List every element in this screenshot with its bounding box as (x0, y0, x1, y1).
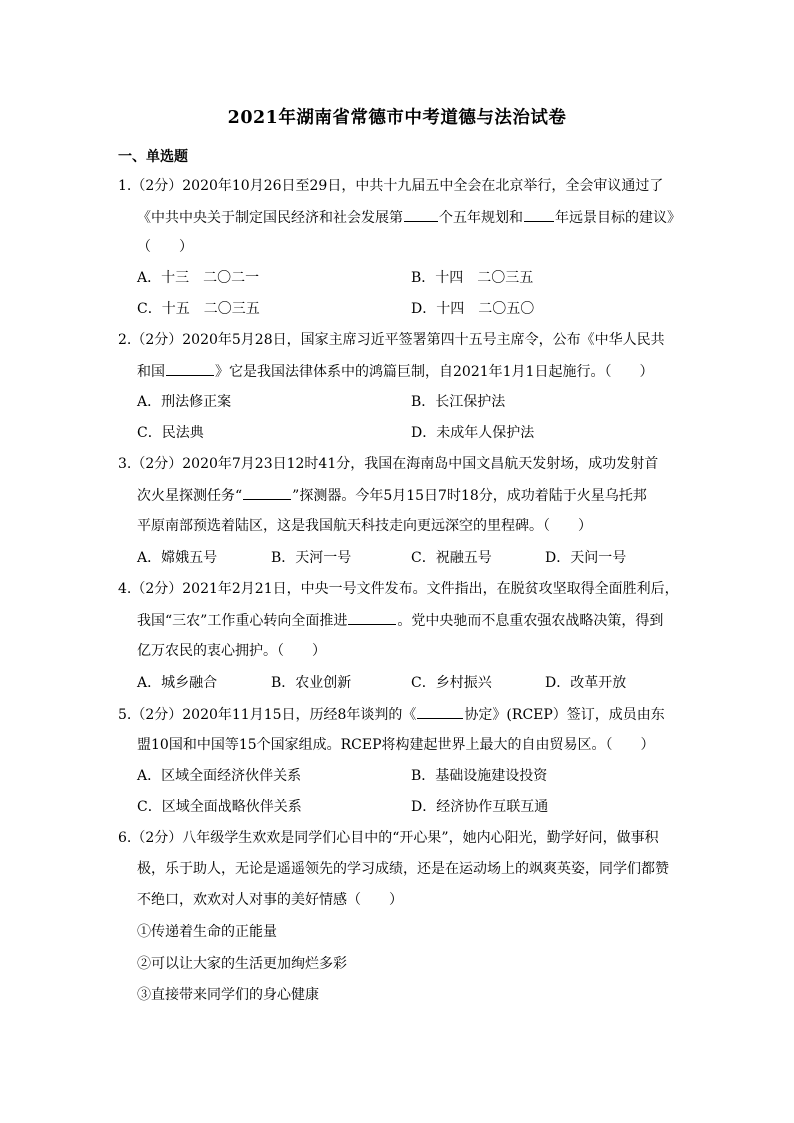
q1-option-a[interactable]: A．十三 二〇二一 (137, 270, 260, 286)
q5-line-1 (118, 704, 665, 725)
q2-option-c[interactable]: C．民法典 (137, 425, 204, 441)
q3-option-a[interactable]: A．嫦娥五号 (137, 550, 218, 566)
q1-blank-2 (524, 207, 554, 222)
q4-line-2-part-b: 。党中央驰而不息重农强农战略决策，得到 (397, 613, 664, 629)
q4-line-2-part-a: 我国“三农”工作重心转向全面推进 (137, 613, 348, 629)
q4-blank (348, 610, 396, 625)
q4-line-3: 亿万农民的衷心拥护。（ ） (137, 643, 326, 659)
q1-option-b[interactable]: B．十四 二〇三五 (411, 270, 534, 286)
q3-blank (243, 485, 291, 500)
q1-line-2 (137, 207, 681, 228)
q4-option-b[interactable]: B．农业创新 (271, 675, 352, 691)
q3-option-b[interactable]: B．天河一号 (271, 550, 352, 566)
q1-blank-1 (404, 207, 438, 222)
q3-line-2-part-b: ”探测器。今年5月15日7时18分，成功着陆于火星乌托邦 (292, 488, 647, 504)
q5-option-a[interactable]: A．区域全面经济伙伴关系 (137, 768, 302, 784)
q5-line-2: 盟10国和中国等15个国家组成。RCEP将构建起世界上最大的自由贸易区。（ ） (137, 737, 655, 753)
q2-line-2-part-a: 和国 (137, 364, 165, 380)
q4-option-d[interactable]: D．改革开放 (545, 675, 627, 691)
q2-option-d[interactable]: D．未成年人保护法 (411, 425, 535, 441)
q2-option-b[interactable]: B．长江保护法 (411, 394, 506, 410)
q3-option-c[interactable]: C．祝融五号 (411, 550, 492, 566)
q1-line-2-part-c: 年远景目标的建议》 (555, 210, 681, 226)
q4-option-a[interactable]: A．城乡融合 (137, 675, 218, 691)
q6-statement-3: ③直接带来同学们的身心健康 (137, 987, 319, 1003)
q1-line-3: （ ） (137, 239, 193, 255)
q4-line-2 (137, 610, 663, 631)
q5-line-1-part-a: 5.（2分）2020年11月15日，历经8年谈判的《 (118, 707, 417, 723)
q6-line-2: 极，乐于助人，无论是遥遥领先的学习成绩，还是在运动场上的飒爽英姿，同学们都赞 (137, 861, 669, 877)
q5-option-d[interactable]: D．经济协作互联互通 (411, 799, 549, 815)
q6-line-1: 6.（2分）八年级学生欢欢是同学们心目中的“开心果”，她内心阳光，勤学好问，做事积 (118, 830, 659, 846)
q1-line-1: 1.（2分）2020年10月26日至29日，中共十九届五中全会在北京举行，全会审议通过了 (118, 178, 664, 194)
q2-option-a[interactable]: A．刑法修正案 (137, 394, 232, 410)
section-heading: 一、单选题 (118, 149, 188, 165)
q2-line-2-part-b: 》它是我国法律体系中的鸿篇巨制，自2021年1月1日起施行。（ ） (215, 364, 654, 380)
q3-option-d[interactable]: D．天问一号 (545, 550, 627, 566)
q5-option-b[interactable]: B．基础设施建设投资 (411, 768, 548, 784)
q5-option-c[interactable]: C．区域全面战略伙伴关系 (137, 799, 302, 815)
q4-line-1: 4.（2分）2021年2月21日，中央一号文件发布。文件指出，在脱贫攻坚取得全面胜利后， (118, 581, 679, 597)
q2-blank (166, 361, 214, 376)
q3-line-3: 平原南部预选着陆区，这是我国航天科技走向更远深空的里程碑。（ ） (137, 518, 592, 534)
q2-line-1: 2.（2分）2020年5月28日，国家主席习近平签署第四十五号主席令，公布《中华人民共 (118, 332, 665, 348)
q3-line-1: 3.（2分）2020年7月23日12时41分，我国在海南岛中国文昌航天发射场，成功发射首 (118, 456, 659, 472)
q1-option-c[interactable]: C．十五 二〇三五 (137, 301, 260, 317)
q5-blank (417, 704, 463, 719)
q3-line-2-part-a: 次火星探测任务“ (137, 488, 243, 504)
q1-line-2-part-b: 个五年规划和 (439, 210, 523, 226)
q2-line-2 (137, 361, 653, 382)
q1-line-2-part-a: 《中共中央关于制定国民经济和社会发展第 (137, 210, 403, 226)
q5-line-1-part-b: 协定》(RCEP）签订，成员由东 (464, 707, 665, 723)
q6-line-3: 不绝口，欢欢对人对事的美好情感（ ） (137, 892, 403, 908)
page-title: 2021年湖南省常德市中考道德与法治试卷 (227, 108, 567, 128)
q6-statement-2: ②可以让大家的生活更加绚烂多彩 (137, 956, 347, 972)
q4-option-c[interactable]: C．乡村振兴 (411, 675, 492, 691)
q1-option-d[interactable]: D．十四 二〇五〇 (411, 301, 535, 317)
q6-statement-1: ①传递着生命的正能量 (137, 924, 277, 940)
q3-line-2 (137, 485, 647, 506)
